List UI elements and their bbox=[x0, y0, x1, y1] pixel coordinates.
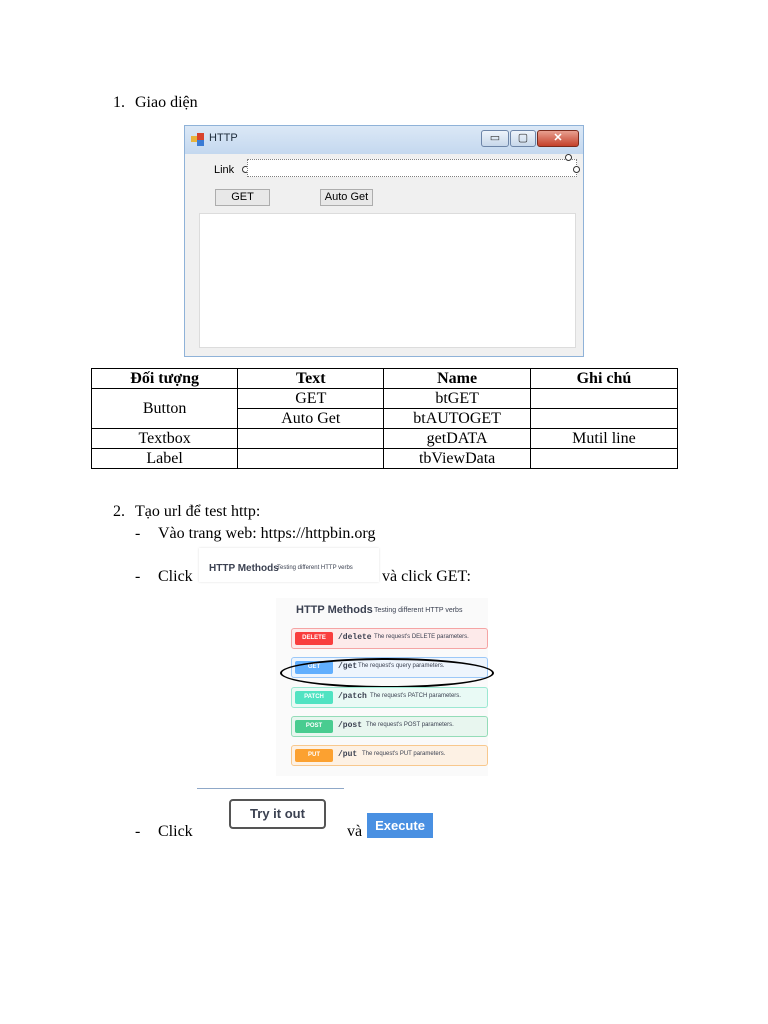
click-text: Click bbox=[158, 568, 193, 585]
operation-delete[interactable] bbox=[291, 628, 488, 649]
operation-path: /delete bbox=[338, 633, 372, 642]
app-icon bbox=[191, 133, 204, 146]
resize-handle-top[interactable] bbox=[565, 154, 572, 161]
operation-desc: The request's query parameters. bbox=[358, 663, 445, 669]
method-badge: DELETE bbox=[295, 632, 333, 645]
operation-desc: The request's PUT parameters. bbox=[362, 751, 446, 757]
resize-handle-right[interactable] bbox=[573, 166, 580, 173]
cell-note bbox=[530, 449, 677, 469]
operation-post[interactable] bbox=[291, 716, 488, 737]
cell-text: Auto Get bbox=[238, 409, 384, 429]
method-badge: POST bbox=[295, 720, 333, 733]
operation-patch[interactable] bbox=[291, 687, 488, 708]
http-methods-title: HTTP Methods bbox=[209, 563, 279, 574]
window-title: HTTP bbox=[209, 132, 238, 144]
http-methods-panel bbox=[276, 598, 488, 776]
then-click-get-text: và click GET: bbox=[382, 568, 471, 585]
cell-name: btGET bbox=[384, 389, 531, 409]
controls-table bbox=[91, 368, 678, 469]
cell-name: tbViewData bbox=[384, 449, 531, 469]
operation-path: /put bbox=[338, 750, 358, 759]
operation-path: /post bbox=[338, 721, 363, 730]
operation-desc: The request's POST parameters. bbox=[366, 722, 454, 728]
link-label: Link bbox=[214, 164, 235, 176]
cell-object: Label bbox=[92, 449, 238, 469]
close-button[interactable]: ✕ bbox=[537, 130, 579, 147]
click-text: Click bbox=[158, 823, 193, 840]
table-row bbox=[92, 429, 678, 449]
bullet-dash: - bbox=[135, 568, 141, 585]
cell-name: btAUTOGET bbox=[384, 409, 531, 429]
cell-text bbox=[238, 449, 384, 469]
header-text: Text bbox=[238, 369, 384, 389]
bullet-dash: - bbox=[135, 525, 141, 542]
cell-note bbox=[530, 389, 677, 409]
operation-path: /get bbox=[338, 662, 358, 671]
operation-put[interactable] bbox=[291, 745, 488, 766]
try-it-out-button[interactable]: Try it out bbox=[229, 799, 326, 829]
window-titlebar bbox=[185, 126, 583, 154]
execute-button[interactable]: Execute bbox=[367, 813, 433, 838]
http-methods-subtitle: Testing different HTTP verbs bbox=[374, 607, 463, 614]
list-number-2: 2. bbox=[113, 503, 125, 520]
maximize-button[interactable]: ▢ bbox=[510, 130, 536, 147]
http-form-screenshot bbox=[184, 125, 584, 357]
highlight-ellipse bbox=[280, 658, 494, 688]
cell-text: GET bbox=[238, 389, 384, 409]
table-header-row bbox=[92, 369, 678, 389]
cell-note bbox=[530, 409, 677, 429]
and-text: và bbox=[347, 823, 363, 840]
operation-path: /patch bbox=[338, 692, 367, 701]
header-note: Ghi chú bbox=[530, 369, 677, 389]
table-row bbox=[92, 389, 678, 409]
cell-object: Textbox bbox=[92, 429, 238, 449]
minimize-button[interactable]: ▭ bbox=[481, 130, 509, 147]
bullet-dash: - bbox=[135, 823, 141, 840]
cell-object-button: Button bbox=[92, 389, 238, 429]
http-methods-subtitle: Testing different HTTP verbs bbox=[277, 565, 353, 571]
get-button[interactable]: GET bbox=[215, 189, 270, 206]
section-1-title: Giao diện bbox=[135, 94, 198, 111]
cell-note: Mutil line bbox=[530, 429, 677, 449]
cell-text bbox=[238, 429, 384, 449]
method-badge: GET bbox=[295, 661, 333, 674]
auto-get-button[interactable]: Auto Get bbox=[320, 189, 373, 206]
list-number-1: 1. bbox=[113, 94, 125, 111]
http-methods-header-snippet[interactable] bbox=[199, 548, 379, 582]
operation-desc: The request's DELETE parameters. bbox=[374, 634, 469, 640]
table-row bbox=[92, 449, 678, 469]
method-badge: PUT bbox=[295, 749, 333, 762]
operation-desc: The request's PATCH parameters. bbox=[370, 693, 461, 699]
header-object: Đối tượng bbox=[92, 369, 238, 389]
view-data-area bbox=[199, 213, 576, 348]
cell-name: getDATA bbox=[384, 429, 531, 449]
header-name: Name bbox=[384, 369, 531, 389]
section-2-title: Tạo url để test http: bbox=[135, 503, 261, 520]
http-methods-title: HTTP Methods bbox=[296, 604, 373, 616]
visit-website-text: Vào trang web: https://httpbin.org bbox=[158, 525, 376, 542]
try-it-out-snippet bbox=[197, 788, 344, 837]
method-badge: PATCH bbox=[295, 691, 333, 704]
link-input[interactable] bbox=[247, 159, 577, 177]
